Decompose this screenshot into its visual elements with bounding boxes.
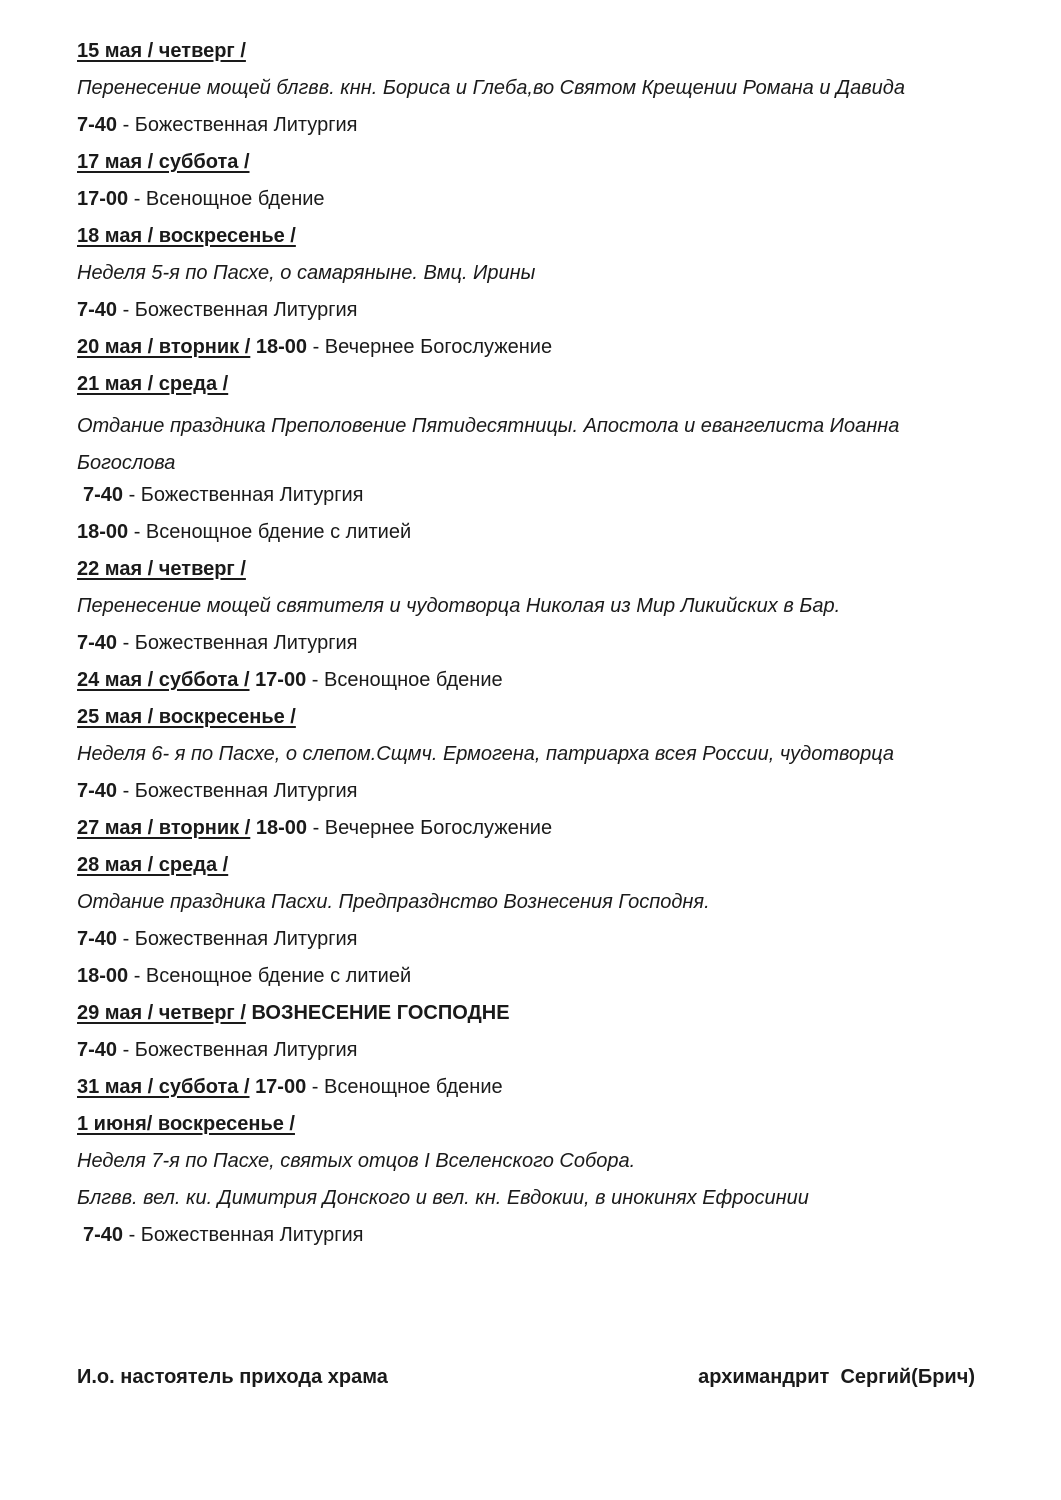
date-label: 15 мая / четверг /	[77, 40, 246, 62]
feast-description	[77, 408, 977, 482]
service-line	[77, 778, 977, 815]
date-label: 18 мая / воскресенье /	[77, 225, 296, 247]
feast-text: Неделя 6- я по Пасхе, о слепом.Сщмч. Ермогена, патриарха всея России, чудотворца	[77, 743, 895, 765]
service-line	[77, 482, 977, 519]
date-label: 21 мая / среда /	[77, 373, 229, 395]
signature-block	[77, 1366, 975, 1389]
feast-text: Неделя 5-я по Пасхе, о самаряныне. Вмц. Ирины	[77, 262, 536, 284]
feast-description	[77, 593, 977, 630]
date-heading	[77, 852, 977, 889]
date-label: 27 мая / вторник /	[77, 817, 251, 839]
service-name: - Всенощное бдение	[306, 669, 503, 691]
date-label: 25 мая / воскресенье /	[77, 706, 296, 728]
date-service-line	[77, 334, 977, 371]
service-time: 7-40	[83, 484, 124, 506]
service-time: 18-00	[77, 965, 129, 987]
date-label: 20 мая / вторник /	[77, 336, 251, 358]
date-feast-line	[77, 1000, 977, 1037]
schedule	[77, 38, 977, 1259]
service-time: 17-00	[255, 1076, 307, 1098]
service-name: - Божественная Литургия	[117, 632, 358, 654]
service-name: - Божественная Литургия	[117, 780, 358, 802]
date-service-line	[77, 815, 977, 852]
service-time: 7-40	[77, 1039, 118, 1061]
service-time: 17-00	[255, 669, 307, 691]
service-time: 18-00	[255, 336, 308, 358]
feast-text: Неделя 7-я по Пасхе, святых отцов I Вселенского Собора.	[77, 1150, 636, 1172]
feast-description	[77, 1148, 977, 1185]
feast-text: Перенесение мощей святителя и чудотворца Николая из Мир Ликийских в Бар.	[77, 595, 841, 617]
service-time: 7-40	[77, 780, 118, 802]
service-name: - Вечернее Богослужение	[307, 817, 553, 839]
service-time: 7-40	[77, 114, 118, 136]
service-name: - Всенощное бдение	[128, 188, 325, 210]
service-name: - Божественная Литургия	[123, 484, 364, 506]
date-heading	[77, 556, 977, 593]
service-line	[77, 926, 977, 963]
date-label: 28 мая / среда /	[77, 854, 229, 876]
service-time: 7-40	[77, 632, 118, 654]
service-line	[77, 1222, 977, 1259]
service-line	[77, 1037, 977, 1074]
date-heading	[77, 223, 977, 260]
service-name: - Всенощное бдение	[306, 1076, 503, 1098]
date-label: 22 мая / четверг /	[77, 558, 246, 580]
date-heading	[77, 371, 977, 408]
feast-title: ВОЗНЕСЕНИЕ ГОСПОДНЕ	[251, 1002, 510, 1024]
service-time: 18-00	[255, 817, 308, 839]
date-label: 29 мая / четверг /	[77, 1002, 246, 1024]
date-heading	[77, 149, 977, 186]
service-time: 7-40	[83, 1224, 124, 1246]
service-name: - Всенощное бдение с литией	[128, 521, 412, 543]
service-line	[77, 297, 977, 334]
service-line	[77, 630, 977, 667]
service-time: 7-40	[77, 928, 118, 950]
feast-description	[77, 260, 977, 297]
signature-title: И.о. настоятель прихода храма	[77, 1366, 388, 1388]
signature-name: архимандрит Сергий(Брич)	[698, 1366, 975, 1388]
service-name: - Всенощное бдение с литией	[128, 965, 412, 987]
date-label: 31 мая / суббота /	[77, 1076, 250, 1098]
service-name: - Божественная Литургия	[123, 1224, 364, 1246]
service-name: - Божественная Литургия	[117, 928, 358, 950]
service-name: - Божественная Литургия	[117, 299, 358, 321]
date-service-line	[77, 1074, 977, 1111]
service-line	[77, 186, 977, 223]
feast-text: Перенесение мощей блгвв. кнн. Бориса и Глеба,во Святом Крещении Романа и Давида	[77, 77, 905, 99]
date-label: 24 мая / суббота /	[77, 669, 250, 691]
service-name: - Вечернее Богослужение	[307, 336, 553, 358]
date-heading	[77, 704, 977, 741]
date-label: 17 мая / суббота /	[77, 151, 250, 173]
feast-text: Отдание праздника Преполовение Пятидесятницы. Апостола и евангелиста Иоанна Богослова	[77, 415, 900, 474]
service-time: 17-00	[77, 188, 129, 210]
service-name: - Божественная Литургия	[117, 1039, 358, 1061]
date-label: 1 июня/ воскресенье /	[77, 1113, 295, 1135]
service-line	[77, 963, 977, 1000]
date-heading	[77, 38, 977, 75]
feast-description	[77, 75, 977, 112]
feast-description	[77, 889, 977, 926]
feast-description	[77, 1185, 977, 1222]
date-service-line	[77, 667, 977, 704]
feast-description	[77, 741, 977, 778]
date-heading	[77, 1111, 977, 1148]
service-line	[77, 112, 977, 149]
service-line	[77, 519, 977, 556]
feast-text: Отдание праздника Пасхи. Предпразднство Вознесения Господня.	[77, 891, 710, 913]
service-time: 18-00	[77, 521, 129, 543]
service-time: 7-40	[77, 299, 118, 321]
feast-text: Блгвв. вел. ки. Димитрия Донского и вел. кн. Евдокии, в инокинях Ефросинии	[77, 1187, 809, 1209]
service-name: - Божественная Литургия	[117, 114, 358, 136]
